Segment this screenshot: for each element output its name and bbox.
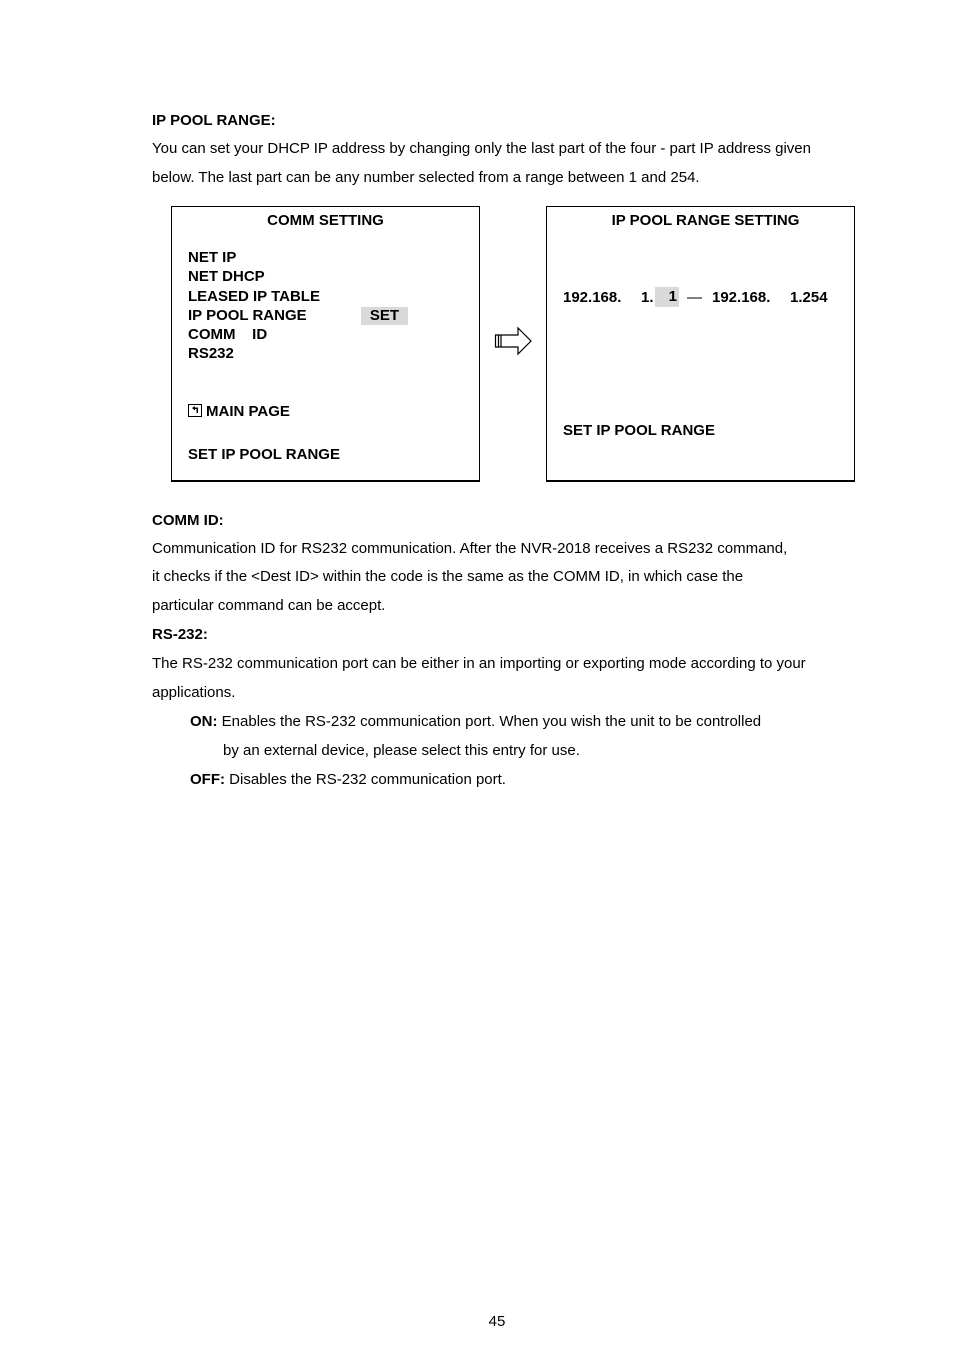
rs232-off-item xyxy=(190,771,506,788)
range-start-third-octet: 1. xyxy=(641,289,654,306)
page-number: 45 xyxy=(488,1313,506,1330)
comm-id-heading: COMM ID: xyxy=(152,512,224,529)
menu-item-net-dhcp[interactable]: NET DHCP xyxy=(188,268,265,285)
comm-setting-title: COMM SETTING xyxy=(267,212,384,229)
ip-pool-range-setting-screen xyxy=(546,206,855,482)
range-start-last-octet-field[interactable]: 1 xyxy=(655,287,679,307)
range-start-prefix: 192.168. xyxy=(563,289,622,306)
rs232-off-text: Disables the RS-232 communication port. xyxy=(229,771,506,788)
return-icon xyxy=(188,404,202,417)
comm-id-text-line2: it checks if the <Dest ID> within the code is the same as the COMM ID, in which case the xyxy=(152,568,744,585)
comm-setting-screen xyxy=(171,206,480,482)
menu-item-leased-ip-table[interactable]: LEASED IP TABLE xyxy=(188,288,320,305)
main-page-item[interactable] xyxy=(188,403,290,420)
range-end-prefix: 192.168. xyxy=(712,289,771,306)
rs232-heading: RS-232: xyxy=(152,626,208,643)
ip-pool-range-text-line1: You can set your DHCP IP address by changing only the last part of the four - part IP address given xyxy=(152,140,811,157)
rs232-text-line1: The RS-232 communication port can be either in an importing or exporting mode according to your xyxy=(152,655,806,672)
rs232-on-text-line2: by an external device, please select this entry for use. xyxy=(223,742,580,759)
rs232-text-line2: applications. xyxy=(152,684,236,701)
menu-item-comm-id[interactable]: COMM ID xyxy=(188,326,268,343)
comm-id-text-line1: Communication ID for RS232 communication. After the NVR-2018 receives a RS232 command, xyxy=(152,540,788,557)
menu-item-ip-pool-range[interactable]: IP POOL RANGE xyxy=(188,307,307,324)
range-end-last-octets[interactable]: 1.254 xyxy=(790,289,828,306)
rs232-on-text-line1: Enables the RS-232 communication port. When you wish the unit to be controlled xyxy=(221,713,762,730)
ip-pool-setting-title: IP POOL RANGE SETTING xyxy=(611,212,800,229)
rs232-on-item xyxy=(190,713,761,730)
comm-id-text-line3: particular command can be accept. xyxy=(152,597,386,614)
set-button[interactable]: SET xyxy=(361,307,408,325)
ip-pool-range-heading: IP POOL RANGE: xyxy=(152,112,276,129)
ip-pool-setting-status: SET IP POOL RANGE xyxy=(563,422,715,439)
rs232-on-label: ON: xyxy=(190,713,218,730)
menu-item-rs232[interactable]: RS232 xyxy=(188,345,234,362)
menu-item-net-ip[interactable]: NET IP xyxy=(188,249,237,266)
rs232-off-label: OFF: xyxy=(190,771,225,788)
comm-setting-status: SET IP POOL RANGE xyxy=(188,446,340,463)
main-page-label: MAIN PAGE xyxy=(206,403,290,420)
right-arrow-icon xyxy=(494,325,534,357)
ip-pool-range-text-line2: below. The last part can be any number selected from a range between 1 and 254. xyxy=(152,169,700,186)
range-dash: — xyxy=(687,289,702,306)
